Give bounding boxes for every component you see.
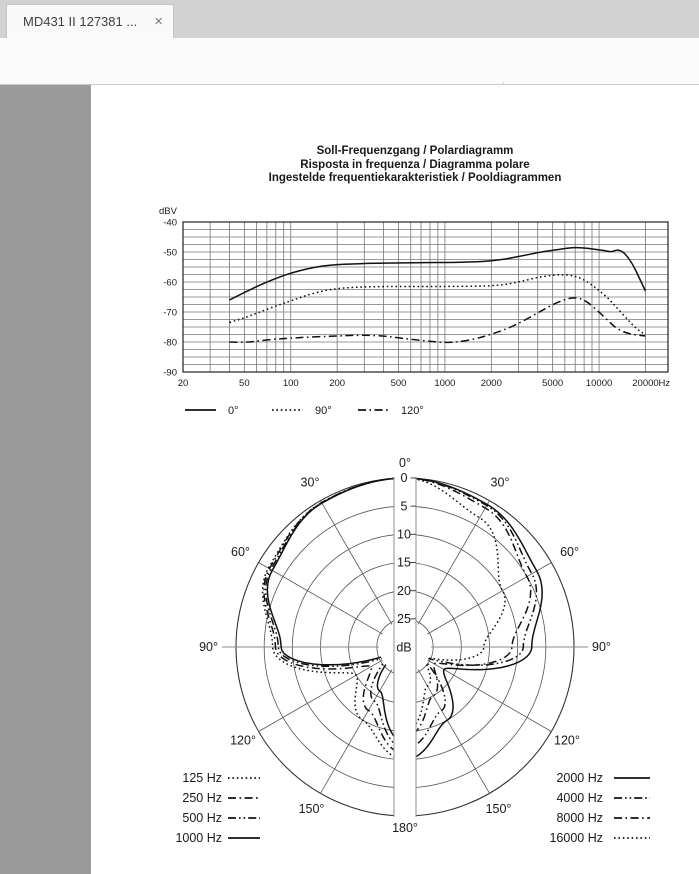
polar-unit-label: dB [396,640,412,655]
x-tick-label: 1000 [434,378,456,389]
x-tick-label: 5000 [542,378,564,389]
polar-angle-label: 150° [298,801,325,816]
x-tick-label: 50 [239,378,250,389]
y-tick-label: -50 [163,247,177,259]
pdf-toolbar [0,38,699,85]
polar-curve-125-Hz [263,478,405,760]
title-line-de: Soll-Frequenzgang / Polardiagramm [316,145,514,157]
polar-angle-label: 30° [490,475,510,490]
document-tab[interactable] [6,4,174,38]
polar-angle-label: 90° [199,640,218,654]
x-tick-label: 100 [282,378,299,389]
polar-angle-label: 120° [554,733,580,748]
tab-bar [0,0,699,38]
x-tick-label: 10000 [585,378,613,389]
polar-angle-label: 60° [231,545,250,559]
polar-curve-16000-Hz [405,478,505,732]
x-tick-label: 200 [329,378,346,389]
tab-title: MD431 II 127381 ... [23,14,138,29]
polar-angle-label: 180° [392,821,418,835]
legend-label: 0° [228,405,239,417]
polar-angle-label: 30° [300,475,320,490]
polar-angle-label: 90° [592,640,611,654]
polar-scale-label: 15 [397,555,411,570]
x-tick-label: 20000 [632,378,659,389]
polar-legend-label: 1000 Hz [175,831,222,845]
polar-legend-label: 125 Hz [182,771,222,785]
y-tick-label: -90 [163,367,177,379]
polar-angle-label: 0° [399,456,411,470]
curve-0deg [229,248,645,300]
legend-label: 90° [315,405,332,417]
polar-legend-label: 250 Hz [182,791,222,805]
polar-legend-label: 500 Hz [182,811,222,825]
y-tick-label: -80 [163,337,177,349]
polar-legend-label: 16000 Hz [549,831,603,845]
polar-curve-1000-Hz [267,478,405,743]
y-tick-label: -60 [163,277,177,289]
title-line-it: Risposta in frequenza / Diagramma polare [300,158,530,171]
viewer-background-gutter [0,85,91,874]
polar-legend-label: 2000 Hz [556,771,603,785]
document-title [150,145,680,186]
polar-scale-label: 25 [397,612,411,627]
polar-curve-250-Hz [264,478,405,754]
tab-close-icon[interactable]: × [154,13,163,30]
polar-angle-label: 120° [230,733,256,748]
frequency-response-chart [140,195,690,435]
x-tick-label: 2000 [480,378,502,389]
y-tick-label: -40 [163,217,177,229]
y-tick-label: -70 [163,307,177,319]
legend-label: 120° [401,405,424,417]
polar-scale-label: 5 [400,499,408,514]
title-line-nl: Ingestelde frequentiekarakteristiek / Pooldiagrammen [268,172,562,184]
x-tick-label: 20 [177,378,189,389]
x-axis-unit-label: Hz [658,378,671,389]
polar-diagram-chart [140,445,690,865]
polar-legend-label: 8000 Hz [556,811,603,825]
polar-legend-label: 4000 Hz [556,791,603,805]
x-tick-label: 500 [390,378,407,389]
polar-scale-label: 20 [397,583,411,598]
polar-angle-label: 60° [560,545,579,559]
polar-angle-label: 150° [485,801,512,816]
y-axis-unit-label: dBV [159,206,177,217]
polar-curve-2000-Hz [405,478,542,760]
polar-scale-label: 0 [400,471,408,486]
polar-scale-label: 10 [397,527,411,542]
